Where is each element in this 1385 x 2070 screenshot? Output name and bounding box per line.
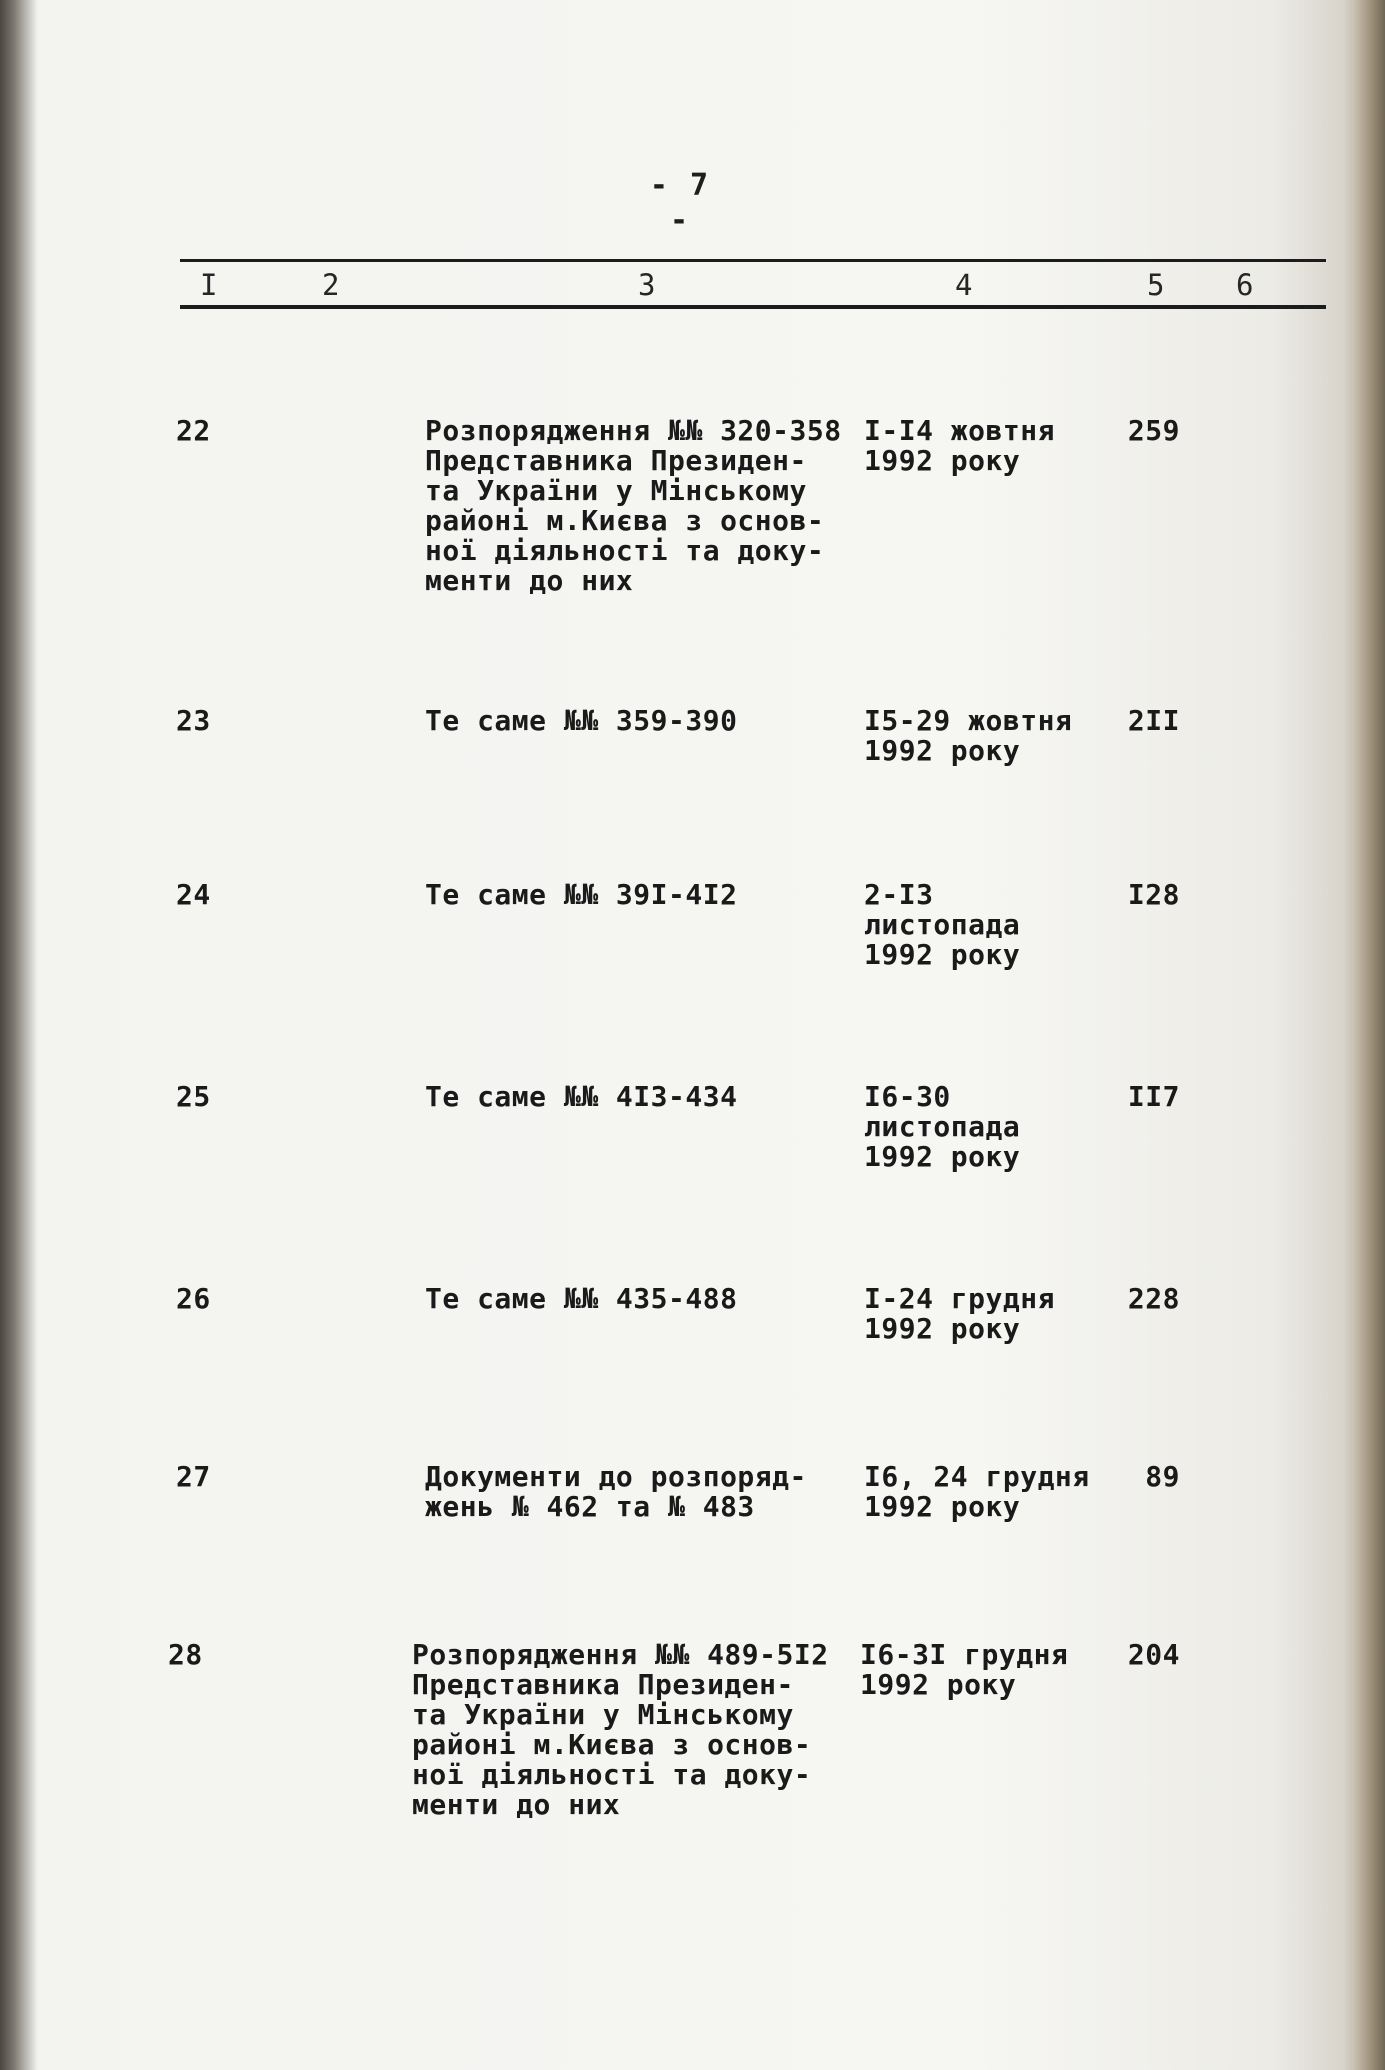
row-number: 28 [168, 1638, 203, 1671]
column-number-1: I [200, 268, 218, 302]
row-dates: I5-29 жовтня 1992 року [864, 704, 1073, 767]
row-dates: I-24 грудня 1992 року [864, 1282, 1055, 1345]
show-through-shadow [180, 600, 1080, 640]
row-number: 22 [176, 414, 211, 447]
row-number: 27 [176, 1460, 211, 1493]
row-number: 23 [176, 704, 211, 737]
row-title: Розпорядження №№ 489-5I2 Представника Президен- та України у Мінському районі м.Києва з основ- ної діяльності та доку- менти до них [412, 1638, 829, 1821]
row-title: Те саме №№ 4I3-434 [425, 1080, 738, 1113]
row-number: 26 [176, 1282, 211, 1315]
row-title: Розпорядження №№ 320-358 Представника Президен- та України у Мінському районі м.Києва з основ- ної діяльності та доку- менти до них [425, 414, 842, 597]
row-sheets: 89 [1145, 1460, 1180, 1493]
column-number-5: 5 [1147, 268, 1165, 302]
row-sheets: 259 [1127, 414, 1180, 447]
row-number: 24 [176, 878, 211, 911]
row-sheets: II7 [1127, 1080, 1180, 1113]
row-title: Те саме №№ 359-390 [425, 704, 738, 737]
column-number-3: 3 [638, 268, 656, 302]
row-title: Документи до розпоряд- жень № 462 та № 483 [425, 1460, 807, 1523]
column-number-4: 4 [955, 268, 973, 302]
header-rule-top [180, 259, 1326, 262]
row-dates: I6-3I грудня 1992 року [860, 1638, 1069, 1701]
row-sheets: 204 [1127, 1638, 1180, 1671]
row-dates: I6, 24 грудня 1992 року [864, 1460, 1090, 1523]
row-dates: 2-I3 листопада 1992 року [864, 878, 1021, 971]
row-sheets: I28 [1127, 878, 1180, 911]
row-dates: I-I4 жовтня 1992 року [864, 414, 1055, 477]
row-sheets: 228 [1127, 1282, 1180, 1315]
column-number-6: 6 [1236, 268, 1254, 302]
column-number-2: 2 [322, 268, 340, 302]
row-sheets: 2II [1127, 704, 1180, 737]
row-title: Те саме №№ 435-488 [425, 1282, 738, 1315]
page-number: - 7 - [649, 168, 711, 238]
row-title: Те саме №№ 39I-4I2 [425, 878, 738, 911]
header-rule-bottom [180, 305, 1326, 309]
row-number: 25 [176, 1080, 211, 1113]
row-dates: I6-30 листопада 1992 року [864, 1080, 1021, 1173]
